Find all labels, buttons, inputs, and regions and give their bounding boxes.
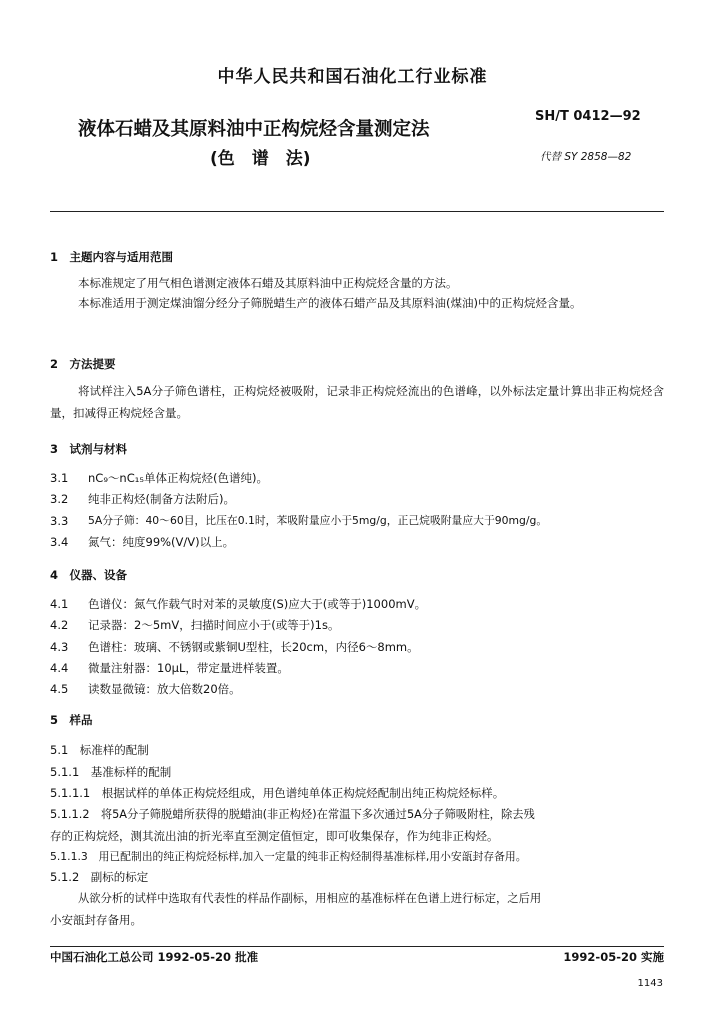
- item-4-3-num: 4.3: [50, 640, 69, 654]
- section-1-para-2: 本标准适用于测定煤油馏分经分子筛脱蜡生产的液体石蜡产品及其原料油(煤油)中的正构烷烃含量。: [78, 296, 582, 310]
- item-4-1-text: 色谱仪：氮气作载气时对苯的灵敏度(S)应大于(或等于)1000mV。: [88, 597, 427, 611]
- section-3-heading: 3 试剂与材料: [50, 442, 128, 456]
- item-5-1-1-3: 5.1.1.3 用已配制出的纯正构烷烃标样,加入一定量的纯非正构烃制得基准标样,用小安瓿封存备用。: [50, 850, 527, 863]
- item-3-2-text: 纯非正构烃(制备方法附后)。: [88, 492, 235, 506]
- item-5-1-2-para-line-2: 小安瓿封存备用。: [50, 913, 142, 927]
- section-1-para-1: 本标准规定了用气相色谱测定液体石蜡及其原料油中正构烷烃含量的方法。: [78, 276, 458, 290]
- replaces-note: 代替 SY 2858—82: [540, 151, 632, 163]
- section-2-heading: 2 方法提要: [50, 357, 116, 371]
- item-5-1-1-heading: 5.1.1 基准标样的配制: [50, 765, 172, 779]
- footer-implement-date: 1992-05-20 实施: [563, 950, 664, 964]
- item-4-1-num: 4.1: [50, 597, 69, 611]
- item-3-1-text: nC₉～nC₁₅单体正构烷烃(色谱纯)。: [88, 471, 268, 485]
- section-1-heading: 1 主题内容与适用范围: [50, 250, 174, 264]
- document-subtitle: (色 谱 法): [210, 149, 311, 169]
- item-5-1-1-1: 5.1.1.1 根据试样的单体正构烷烃组成，用色谱纯单体正构烷烃配制出纯正构烷烃标样。: [50, 786, 505, 800]
- item-4-5-text: 读数显微镜：放大倍数20倍。: [88, 682, 241, 696]
- footer-issuer: 中国石油化工总公司 1992-05-20 批准: [50, 950, 259, 964]
- section-2-para-1: 将试样注入5A分子筛色谱柱，正构烷烃被吸附，记录非正构烷烃流出的色谱峰，以外标法定量计算出非正构烷烃含量，扣减得正构烷烃含量。: [50, 384, 664, 420]
- item-3-1-num: 3.1: [50, 471, 69, 485]
- item-3-4-text: 氮气：纯度99%(V/V)以上。: [88, 535, 235, 549]
- item-4-4-text: 微量注射器：10μL，带定量进样装置。: [88, 661, 289, 675]
- item-4-2-text: 记录器：2～5mV，扫描时间应小于(或等于)1s。: [88, 618, 340, 632]
- org-standard-heading: 中华人民共和国石油化工行业标准: [217, 67, 488, 87]
- section-4-heading: 4 仪器、设备: [50, 568, 128, 582]
- item-5-1-2-heading: 5.1.2 副标的标定: [50, 870, 149, 884]
- footer-divider: [50, 946, 664, 947]
- item-3-3-text: 5A分子筛：40～60目，比压在0.1时，苯吸附量应小于5mg/g，正己烷吸附量应大于90mg/g。: [88, 514, 548, 527]
- item-5-1-1-2-line-1: 5.1.1.2 将5A分子筛脱蜡所获得的脱蜡油(非正构烃)在常温下多次通过5A分子筛吸附柱，除去残: [50, 808, 535, 821]
- document-title: 液体石蜡及其原料油中正构烷烃含量测定法: [78, 119, 430, 140]
- item-4-5-num: 4.5: [50, 682, 69, 696]
- standard-number: SH/T 0412—92: [535, 109, 641, 124]
- item-3-3-num: 3.3: [50, 514, 69, 528]
- header-divider: [50, 211, 664, 212]
- item-5-1-2-para-line-1: 从欲分析的试样中选取有代表性的样品作副标，用相应的基准标样在色谱上进行标定，之后用: [78, 892, 542, 905]
- item-4-2-num: 4.2: [50, 618, 69, 632]
- item-5-1-heading: 5.1 标准样的配制: [50, 743, 149, 757]
- item-5-1-1-2-line-2: 存的正构烷烃，测其流出油的折光率直至测定值恒定，即可收集保存，作为纯非正构烃。: [50, 829, 499, 843]
- page-number: 1143: [637, 978, 663, 989]
- item-4-4-num: 4.4: [50, 661, 69, 675]
- section-5-heading: 5 样品: [50, 713, 93, 727]
- item-3-4-num: 3.4: [50, 535, 69, 549]
- item-4-3-text: 色谱柱：玻璃、不锈钢或紫铜U型柱，长20cm，内径6～8mm。: [88, 640, 419, 654]
- item-3-2-num: 3.2: [50, 492, 69, 506]
